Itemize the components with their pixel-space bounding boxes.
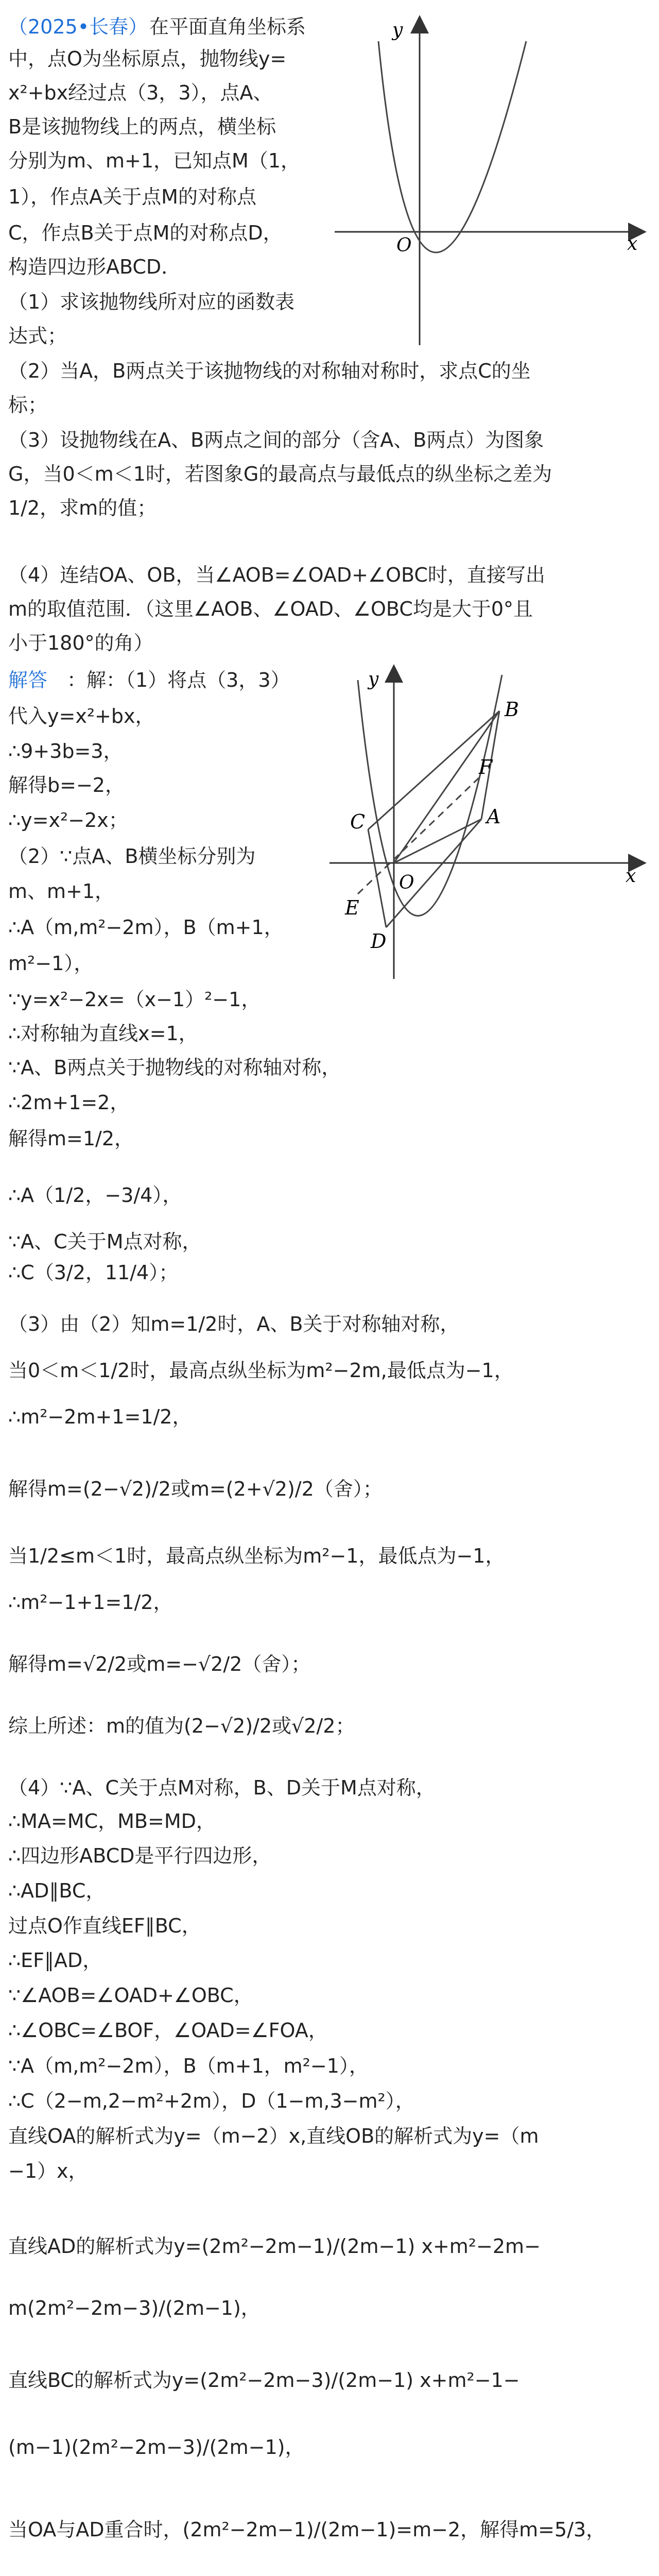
answer-line: ∴C（3/2，11/4）； bbox=[8, 1261, 179, 1284]
answer-line: （4）∵A、C关于点M对称，B、D关于M点对称， bbox=[8, 1776, 436, 1799]
answer-line: ∴∠OBC=∠BOF，∠OAD=∠FOA， bbox=[8, 2019, 328, 2042]
answer-line: 综上所述：m的值为(2−√2)/2或√2/2； bbox=[8, 1715, 355, 1737]
answer-line: 直线OA的解析式为y=（m−2）x,直线OB的解析式为y=（m bbox=[8, 2125, 539, 2147]
problem-line: （1）求该抛物线所对应的函数表 bbox=[8, 291, 295, 313]
answer-line: −1）x， bbox=[8, 2160, 88, 2182]
problem-line: 标； bbox=[8, 394, 48, 416]
answer-line: ∴C（2−m,2−m²+2m），D（1−m,3−m²）， bbox=[8, 2090, 415, 2112]
answer-line: ∴9+3b=3， bbox=[8, 740, 123, 762]
answer-line: （3）由（2）知m=1/2时，A、B关于对称轴对称， bbox=[8, 1313, 460, 1335]
answer-line: ∴m²−2m+1=1/2， bbox=[8, 1405, 192, 1428]
answer-line: ∴四边形ABCD是平行四边形， bbox=[8, 1844, 272, 1867]
problem-line: 中，点O为坐标原点，抛物线y= bbox=[8, 47, 287, 70]
answer-line: ∴A（1/2，−3/4）， bbox=[8, 1184, 182, 1207]
problem-line: （4）连结OA、OB，当∠AOB=∠OAD+∠OBC时，直接写出 bbox=[8, 564, 545, 586]
answer-line: 当0＜m＜1/2时，最高点纵坐标为m²−2m,最低点为−1， bbox=[8, 1359, 514, 1382]
point-E-label: E bbox=[345, 896, 359, 919]
answer-line: 直线AD的解析式为y=(2m²−2m−1)/(2m−1) x+m²−2m− bbox=[8, 2235, 541, 2258]
segment-OA bbox=[394, 819, 481, 863]
problem-line: （2）当A，B两点关于该抛物线的对称轴对称时，求点C的坐 bbox=[8, 360, 531, 382]
problem-line: 1/2，求m的值； bbox=[8, 497, 157, 519]
point-C-label: C bbox=[350, 810, 366, 833]
answer-line: ∴AD∥BC， bbox=[8, 1879, 106, 1902]
answer-line: ∵∠AOB=∠OAD+∠OBC， bbox=[8, 1984, 253, 2007]
point-A-label: A bbox=[487, 805, 501, 828]
answer-line: 过点O作直线EF∥BC， bbox=[8, 1914, 201, 1937]
answer-line: 解得m=(2−√2)/2或m=(2+√2)/2（舍）； bbox=[8, 1478, 383, 1500]
answer-line: m、m+1， bbox=[8, 880, 115, 903]
answer-line: ∴对称轴为直线x=1， bbox=[8, 1022, 198, 1045]
problem-line: C，作点B关于点M的对称点D， bbox=[8, 222, 283, 244]
problem-line: G，当0＜m＜1时，若图象G的最高点与最低点的纵坐标之差为 bbox=[8, 463, 552, 485]
segment-OB bbox=[394, 711, 499, 863]
parabola-curve bbox=[358, 675, 502, 916]
problem-source: （2025•长春） bbox=[8, 15, 148, 38]
problem-line: m的取值范围．（这里∠AOB、∠OAD、∠OBC均是大于0°且 bbox=[8, 598, 533, 620]
problem-line: 构造四边形ABCD． bbox=[8, 256, 181, 278]
answer-line: ：解：（1）将点（3，3） bbox=[67, 669, 290, 691]
answer-line: ∵A（m,m²−2m），B（m+1，m²−1）， bbox=[8, 2055, 369, 2077]
answer-line: m²−1）， bbox=[8, 952, 94, 975]
problem-line: 达式； bbox=[8, 325, 67, 347]
point-B-label: B bbox=[505, 698, 519, 721]
problem-line: 分别为m、m+1，已知点M（1， bbox=[8, 149, 301, 172]
figure-parabola-axes bbox=[335, 10, 654, 350]
answer-line: (m−1)(2m²−2m−3)/(2m−1)， bbox=[8, 2436, 305, 2459]
parabola-curve bbox=[378, 41, 526, 252]
answer-line: 当OA与AD重合时，(2m²−2m−1)/(2m−1)=m−2，解得m=5/3， bbox=[8, 2518, 606, 2541]
answer-line: 解得b=−2， bbox=[8, 774, 125, 796]
answer-line: 直线BC的解析式为y=(2m²−2m−3)/(2m−1) x+m²−1− bbox=[8, 2369, 520, 2392]
problem-line: （3）设抛物线在A、B两点之间的部分（含A、B两点）为图象 bbox=[8, 429, 544, 451]
point-D-label: D bbox=[371, 930, 387, 953]
problem-line: B是该抛物线上的两点，横坐标 bbox=[8, 115, 276, 138]
answer-line: ∴y=x²−2x； bbox=[8, 809, 128, 832]
answer-line: 当1/2≤m＜1时，最高点纵坐标为m²−1，最低点为−1， bbox=[8, 1545, 505, 1567]
answer-line: ∴MA=MC，MB=MD， bbox=[8, 1810, 216, 1833]
y-axis-label: y bbox=[392, 20, 403, 41]
answer-line: ∴A（m,m²−2m），B（m+1， bbox=[8, 916, 284, 939]
x-axis-label: x bbox=[627, 233, 638, 255]
figure-quadrilateral-construction bbox=[330, 659, 654, 999]
answer-line: 解得m=1/2， bbox=[8, 1127, 134, 1150]
answer-line: m(2m²−2m−3)/(2m−1)， bbox=[8, 2297, 261, 2319]
origin-label: O bbox=[396, 235, 412, 256]
answer-label: 解答 bbox=[8, 669, 48, 691]
line-EF bbox=[358, 778, 479, 894]
answer-line: ∵y=x²−2x=（x−1）²−1， bbox=[8, 988, 261, 1011]
answer-line: 代入y=x²+bx， bbox=[8, 705, 155, 727]
problem-line: 在平面直角坐标系 bbox=[149, 15, 306, 38]
problem-line: 小于180°的角） bbox=[8, 632, 153, 654]
answer-line: 解得m=√2/2或m=−√2/2（舍）； bbox=[8, 1653, 311, 1675]
answer-line: ∴EF∥AD， bbox=[8, 1949, 102, 1972]
point-F-label: F bbox=[479, 756, 493, 778]
answer-line: ∵A、C关于M点对称， bbox=[8, 1230, 202, 1253]
y-axis-label: y bbox=[368, 669, 379, 690]
problem-line: 1），作点A关于点M的对称点 bbox=[8, 185, 256, 208]
problem-line: x²+bx经过点（3，3），点A、 bbox=[8, 81, 273, 104]
answer-line: ∴2m+1=2， bbox=[8, 1091, 130, 1114]
segment-CD bbox=[368, 829, 386, 927]
answer-line: ∴m²−1+1=1/2， bbox=[8, 1591, 173, 1614]
answer-line: ∵A、B两点关于抛物线的对称轴对称， bbox=[8, 1056, 341, 1079]
x-axis-label: x bbox=[626, 866, 636, 887]
answer-line: （2）∵点A、B横坐标分别为 bbox=[8, 845, 256, 868]
origin-label: O bbox=[399, 872, 414, 893]
